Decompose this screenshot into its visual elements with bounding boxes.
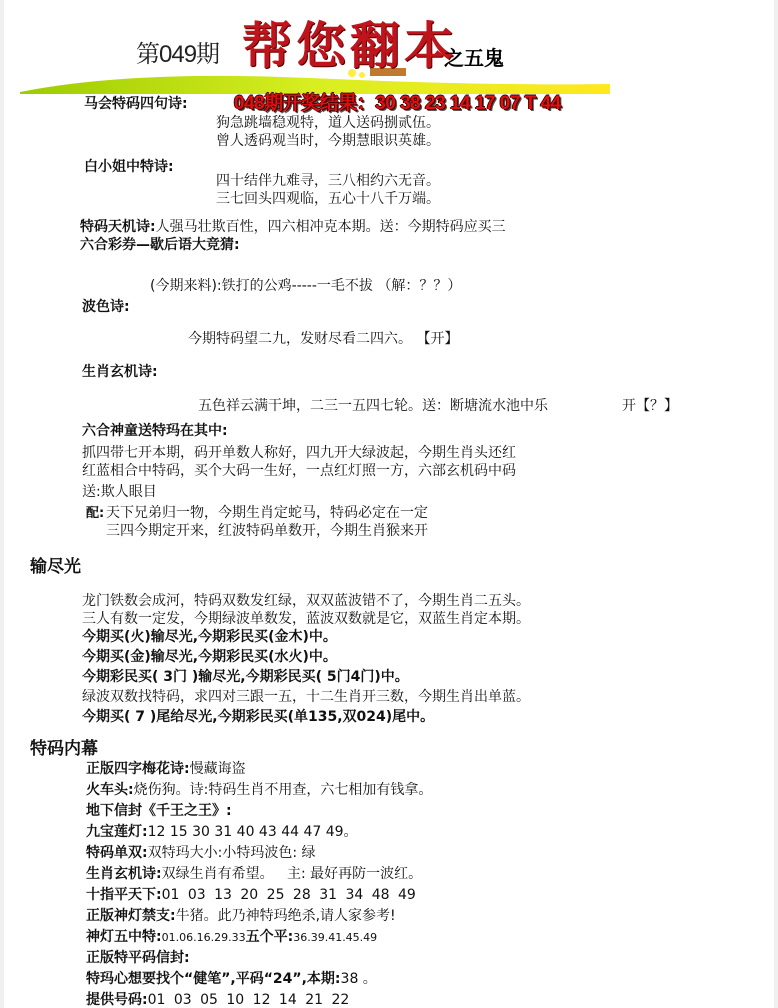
xiehouyu-label: 六合彩券—歇后语大竞猜: bbox=[80, 237, 240, 253]
neimu-item-xinfeng bbox=[86, 800, 232, 820]
shengxiao-label: 生肖玄机诗: bbox=[82, 364, 158, 380]
shujinguang-line-1: 龙门铁数会成河，特码双数发红绿，双双蓝波错不了，今期生肖二五头。 bbox=[82, 593, 530, 609]
item-value: 双特玛大小:小特玛波色: 绿 bbox=[147, 845, 316, 861]
song-label: 送: bbox=[82, 484, 101, 500]
result-banner: 048期开奖结果：30 38 23 14 17 07 T 44 bbox=[234, 93, 561, 114]
item-value: 01 03 13 20 25 28 31 34 48 49 bbox=[161, 887, 416, 903]
brand-subtitle: 之五鬼 bbox=[444, 46, 504, 70]
item-label: 神灯五中特: bbox=[86, 929, 162, 945]
page bbox=[4, 0, 774, 1008]
shentong-label: 六合神童送特玛在其中: bbox=[82, 423, 228, 439]
neimu-item-tigong bbox=[86, 989, 349, 1008]
xiehouyu-line-label: (今期来料): bbox=[150, 278, 222, 294]
item-label: 生肖玄机诗: bbox=[86, 866, 162, 882]
shujinguang-line-2: 三人有数一定发，今期绿波单数发，蓝波双数就是它，双蓝生肖定本期。 bbox=[82, 611, 530, 627]
neimu-item-huochetou bbox=[86, 779, 432, 799]
item-label: 特码单双: bbox=[86, 845, 148, 861]
item-value: 01 03 05 10 12 14 21 22 bbox=[147, 992, 350, 1008]
brand-title: 帮您翻本 bbox=[242, 16, 458, 75]
tianji-text: 人强马壮欺百性，四六相冲克本期。送：今期特码应买三 bbox=[155, 219, 506, 235]
neimu-item-shengxiao bbox=[86, 863, 422, 883]
shujinguang-line-4: 今期买(金)输尽光,今期彩民买(水火)中。 bbox=[82, 649, 337, 665]
item-label: 特玛心想要找个“健笔”,平码“24”,本期: bbox=[86, 971, 341, 987]
item-label: 火车头: bbox=[86, 782, 134, 798]
neimu-item-jinzhi bbox=[86, 905, 396, 925]
mahui-line-2: 曾人透码观当时，今期慧眼识英雄。 bbox=[216, 133, 440, 149]
mahui-label: 马会特码四句诗: bbox=[84, 96, 188, 112]
pei-line-1: 天下兄弟归一物，今期生肖定蛇马，特码必定在一定 bbox=[106, 505, 428, 521]
item-label-2: 五个平: bbox=[245, 929, 294, 945]
item-label: 正版特平码信封: bbox=[86, 950, 190, 966]
tianji-row bbox=[80, 216, 506, 236]
item-value-2: 36.39.41.45.49 bbox=[293, 931, 378, 944]
bose-label: 波色诗: bbox=[82, 299, 130, 315]
xiehouyu-row bbox=[150, 275, 461, 295]
item-value: 烧伤狗。诗:特码生肖不用查，六七相加有钱拿。 bbox=[133, 782, 433, 798]
neimu-title: 特码内幕 bbox=[30, 739, 98, 759]
shengxiao-text: 五色祥云满干坤，二三一五四七轮。送：断塘流水池中乐 bbox=[198, 398, 548, 414]
shujinguang-line-3: 今期买(火)输尽光,今期彩民买(金木)中。 bbox=[82, 629, 337, 645]
neimu-item-shizhi bbox=[86, 884, 416, 904]
item-label: 提供号码: bbox=[86, 992, 148, 1008]
issue-number: 第049期 bbox=[136, 41, 220, 68]
neimu-item-danshuang bbox=[86, 842, 316, 862]
item-label: 正版四字梅花诗: bbox=[86, 761, 190, 777]
shentong-song-row bbox=[82, 481, 157, 501]
neimu-item-jianbi bbox=[86, 968, 377, 988]
tianji-label: 特码天机诗: bbox=[80, 219, 156, 235]
shentong-line-2: 红蓝相合中特码，买个大码一生好，一点红灯照一方，六部玄机码中码 bbox=[82, 463, 516, 479]
shengxiao-open: 开【？】 bbox=[622, 398, 678, 414]
neimu-item-xinfeng2 bbox=[86, 947, 190, 967]
neimu-item-lianhua bbox=[86, 821, 358, 841]
shujinguang-line-5: 今期彩民买( 3门 )输尽光,今期彩民买( 5门4门)中。 bbox=[82, 669, 409, 685]
item-value: 牛猪。此乃神特玛绝杀,请人家参考! bbox=[175, 908, 396, 924]
baixiaojie-line-2: 三七回头四观临，五心十八千万端。 bbox=[216, 191, 440, 207]
neimu-item-meihua bbox=[86, 758, 246, 778]
baixiaojie-line-1: 四十结伴九难寻，三八相约六无音。 bbox=[216, 173, 440, 189]
shujinguang-line-7: 今期买( 7 )尾给尽光,今期彩民买(单135,双024)尾中。 bbox=[82, 709, 435, 725]
baixiaojie-label: 白小姐中特诗: bbox=[84, 159, 174, 175]
shujinguang-title: 输尽光 bbox=[30, 557, 81, 577]
shujinguang-line-6: 绿波双数找特码，求四对三跟一五，十二生肖开三数，今期生肖出单蓝。 bbox=[82, 689, 530, 705]
item-value: 01.06.16.29.33 bbox=[161, 931, 246, 944]
shentong-line-1: 抓四带七开本期，码开单数人称好，四九开大绿波起，今期生肖头还红 bbox=[82, 445, 516, 461]
item-label: 地下信封《千王之王》: bbox=[86, 803, 232, 819]
mahui-line-1: 狗急跳墙稳观特，道人送码捌贰伍。 bbox=[216, 115, 440, 131]
item-value: 12 15 30 31 40 43 44 47 49。 bbox=[147, 824, 358, 840]
item-label: 九宝莲灯: bbox=[86, 824, 148, 840]
item-label: 正版神灯禁支: bbox=[86, 908, 176, 924]
song-text: 欺人眼目 bbox=[100, 484, 157, 500]
item-label: 十指平天下: bbox=[86, 887, 162, 903]
xiehouyu-line-text: 铁打的公鸡-----一毛不拔 （解：？？） bbox=[221, 278, 462, 294]
bose-text: 今期特码望二九，发财尽看二四六。 【开】 bbox=[188, 331, 459, 347]
pei-line-2: 三四今期定开来，红波特码单数开，今期生肖猴来开 bbox=[106, 523, 428, 539]
item-value: 38 。 bbox=[340, 971, 377, 987]
item-value: 慢藏诲盗 bbox=[189, 761, 246, 777]
item-value: 双绿生肖有希望。 主: 最好再防一波红。 bbox=[161, 866, 423, 882]
pei-label: 配: bbox=[86, 506, 105, 521]
neimu-item-shendeng bbox=[86, 926, 377, 946]
